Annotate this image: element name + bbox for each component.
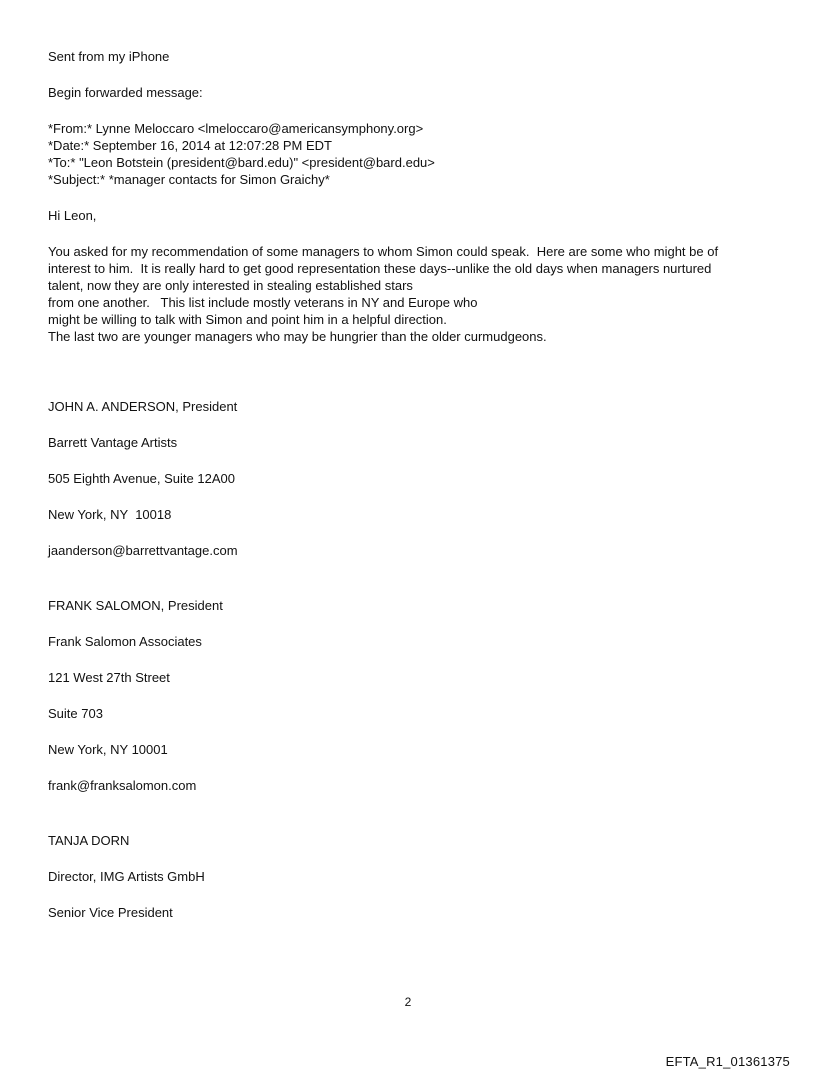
body-line: talent, now they are only interested in stealing established stars	[48, 278, 413, 293]
sent-from-line: Sent from my iPhone	[48, 49, 170, 64]
page-number: 2	[404, 995, 412, 1009]
contact-name: JOHN A. ANDERSON, President	[48, 399, 238, 414]
body-line: interest to him. It is really hard to get good representation these days--unlike the old days when managers nurtured	[48, 261, 712, 276]
body-line: from one another. This list include mostly veterans in NY and Europe who	[48, 295, 478, 310]
header-from: *From:* Lynne Meloccaro <lmeloccaro@americansymphony.org>	[48, 121, 424, 136]
contact-email: jaanderson@barrettvantage.com	[48, 543, 238, 558]
contact-title: Senior Vice President	[48, 905, 173, 920]
contact-name: TANJA DORN	[48, 833, 130, 848]
header-to: *To:* "Leon Botstein (president@bard.edu)" <president@bard.edu>	[48, 155, 435, 170]
contact-name: FRANK SALOMON, President	[48, 598, 223, 613]
email-document	[48, 48, 768, 940]
contact-suite: Suite 703	[48, 706, 103, 721]
contact-company: Frank Salomon Associates	[48, 634, 202, 649]
body-line: The last two are younger managers who may be hungrier than the older curmudgeons.	[48, 329, 547, 344]
contact-title: Director, IMG Artists GmbH	[48, 869, 205, 884]
contact-block	[48, 398, 768, 559]
contact-block	[48, 832, 768, 921]
document-id: EFTA_R1_01361375	[665, 1054, 790, 1069]
contact-block	[48, 597, 768, 794]
contact-address: 505 Eighth Avenue, Suite 12A00	[48, 471, 235, 486]
contact-company: Barrett Vantage Artists	[48, 435, 178, 450]
contact-email: frank@franksalomon.com	[48, 778, 197, 793]
body-line: You asked for my recommendation of some managers to whom Simon could speak. Here are some who might be of	[48, 244, 719, 259]
header-subject: *Subject:* *manager contacts for Simon Graichy*	[48, 172, 330, 187]
email-body	[48, 243, 768, 345]
contact-address: 121 West 27th Street	[48, 670, 170, 685]
contact-city: New York, NY 10001	[48, 742, 168, 757]
greeting: Hi Leon,	[48, 208, 97, 223]
forward-intro: Begin forwarded message:	[48, 85, 203, 100]
contact-city: New York, NY 10018	[48, 507, 172, 522]
header-date: *Date:* September 16, 2014 at 12:07:28 PM EDT	[48, 138, 333, 153]
body-line: might be willing to talk with Simon and point him in a helpful direction.	[48, 312, 447, 327]
forwarded-headers	[48, 120, 768, 188]
